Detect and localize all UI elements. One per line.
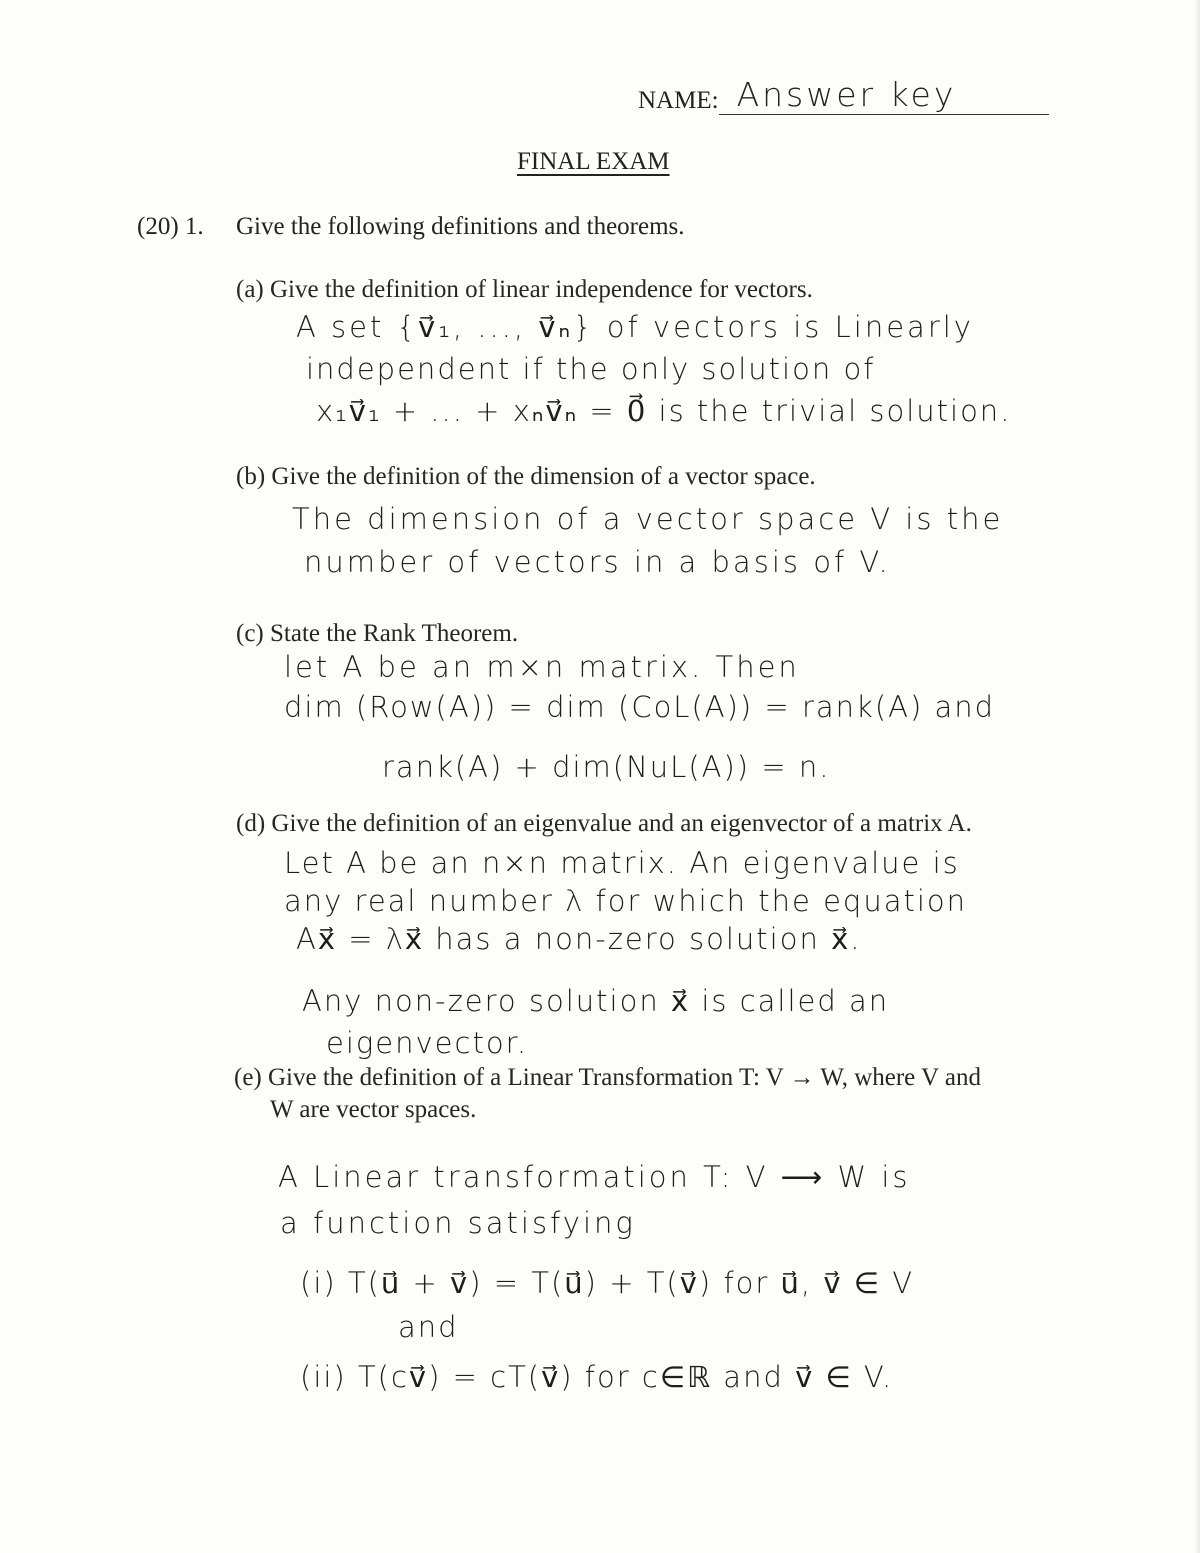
answer-d-line-5: eigenvector. <box>326 1026 529 1060</box>
answer-c-line-1: let A be an m×n matrix. Then <box>284 650 800 684</box>
answer-d-line-3: Ax⃗ = λx⃗ has a non-zero solution x⃗. <box>296 922 862 956</box>
answer-a-line-2: independent if the only solution of <box>306 352 876 386</box>
answer-b-line-1: The dimension of a vector space V is the <box>292 502 1004 536</box>
answer-e-line-1: A Linear transformation T: V ⟶ W is <box>278 1160 911 1194</box>
scan-edge-shadow <box>1194 0 1200 1553</box>
answer-c-line-3: rank(A) + dim(NuL(A)) = n. <box>382 750 831 784</box>
name-label: NAME: <box>638 87 719 114</box>
question-e-line-1: (e) Give the definition of a Linear Transformation T: V → W, where V and <box>234 1064 982 1091</box>
answer-e-line-2: a function satisfying <box>280 1206 636 1240</box>
answer-e-line-4: and <box>398 1310 459 1344</box>
answer-a-line-3: x₁v⃗₁ + ... + xₙv⃗ₙ = 0⃗ is the trivial solution. <box>316 394 1012 428</box>
question-c: (c) State the Rank Theorem. <box>236 620 519 647</box>
exam-title: FINAL EXAM <box>517 148 670 175</box>
answer-d-line-4: Any non-zero solution x⃗ is called an <box>302 984 890 1018</box>
problem-points: (20) 1. <box>137 213 204 240</box>
answer-e-line-5: (ii) T(cv⃗) = cT(v⃗) for c∈ℝ and v⃗ ∈ V. <box>300 1360 894 1394</box>
name-value-handwritten: Answer key <box>719 76 1049 115</box>
answer-a-line-1: A set {v⃗₁, ..., v⃗ₙ} of vectors is Linearly <box>296 310 974 344</box>
answer-d-line-1: Let A be an n×n matrix. An eigenvalue is <box>284 846 960 880</box>
name-field <box>638 76 1049 115</box>
question-b: (b) Give the definition of the dimension of a vector space. <box>236 463 816 490</box>
answer-b-line-2: number of vectors in a basis of V. <box>304 545 891 579</box>
answer-e-line-3: (i) T(u⃗ + v⃗) = T(u⃗) + T(v⃗) for u⃗, v⃗ ∈ V <box>300 1266 915 1300</box>
question-e-line-2: W are vector spaces. <box>270 1096 477 1123</box>
answer-c-line-2: dim (Row(A)) = dim (CoL(A)) = rank(A) and <box>284 690 996 724</box>
question-d: (d) Give the definition of an eigenvalue and an eigenvector of a matrix A. <box>236 810 972 837</box>
problem-instruction: Give the following definitions and theorems. <box>236 213 685 240</box>
answer-d-line-2: any real number λ for which the equation <box>284 884 968 918</box>
question-a: (a) Give the definition of linear independence for vectors. <box>236 276 813 303</box>
